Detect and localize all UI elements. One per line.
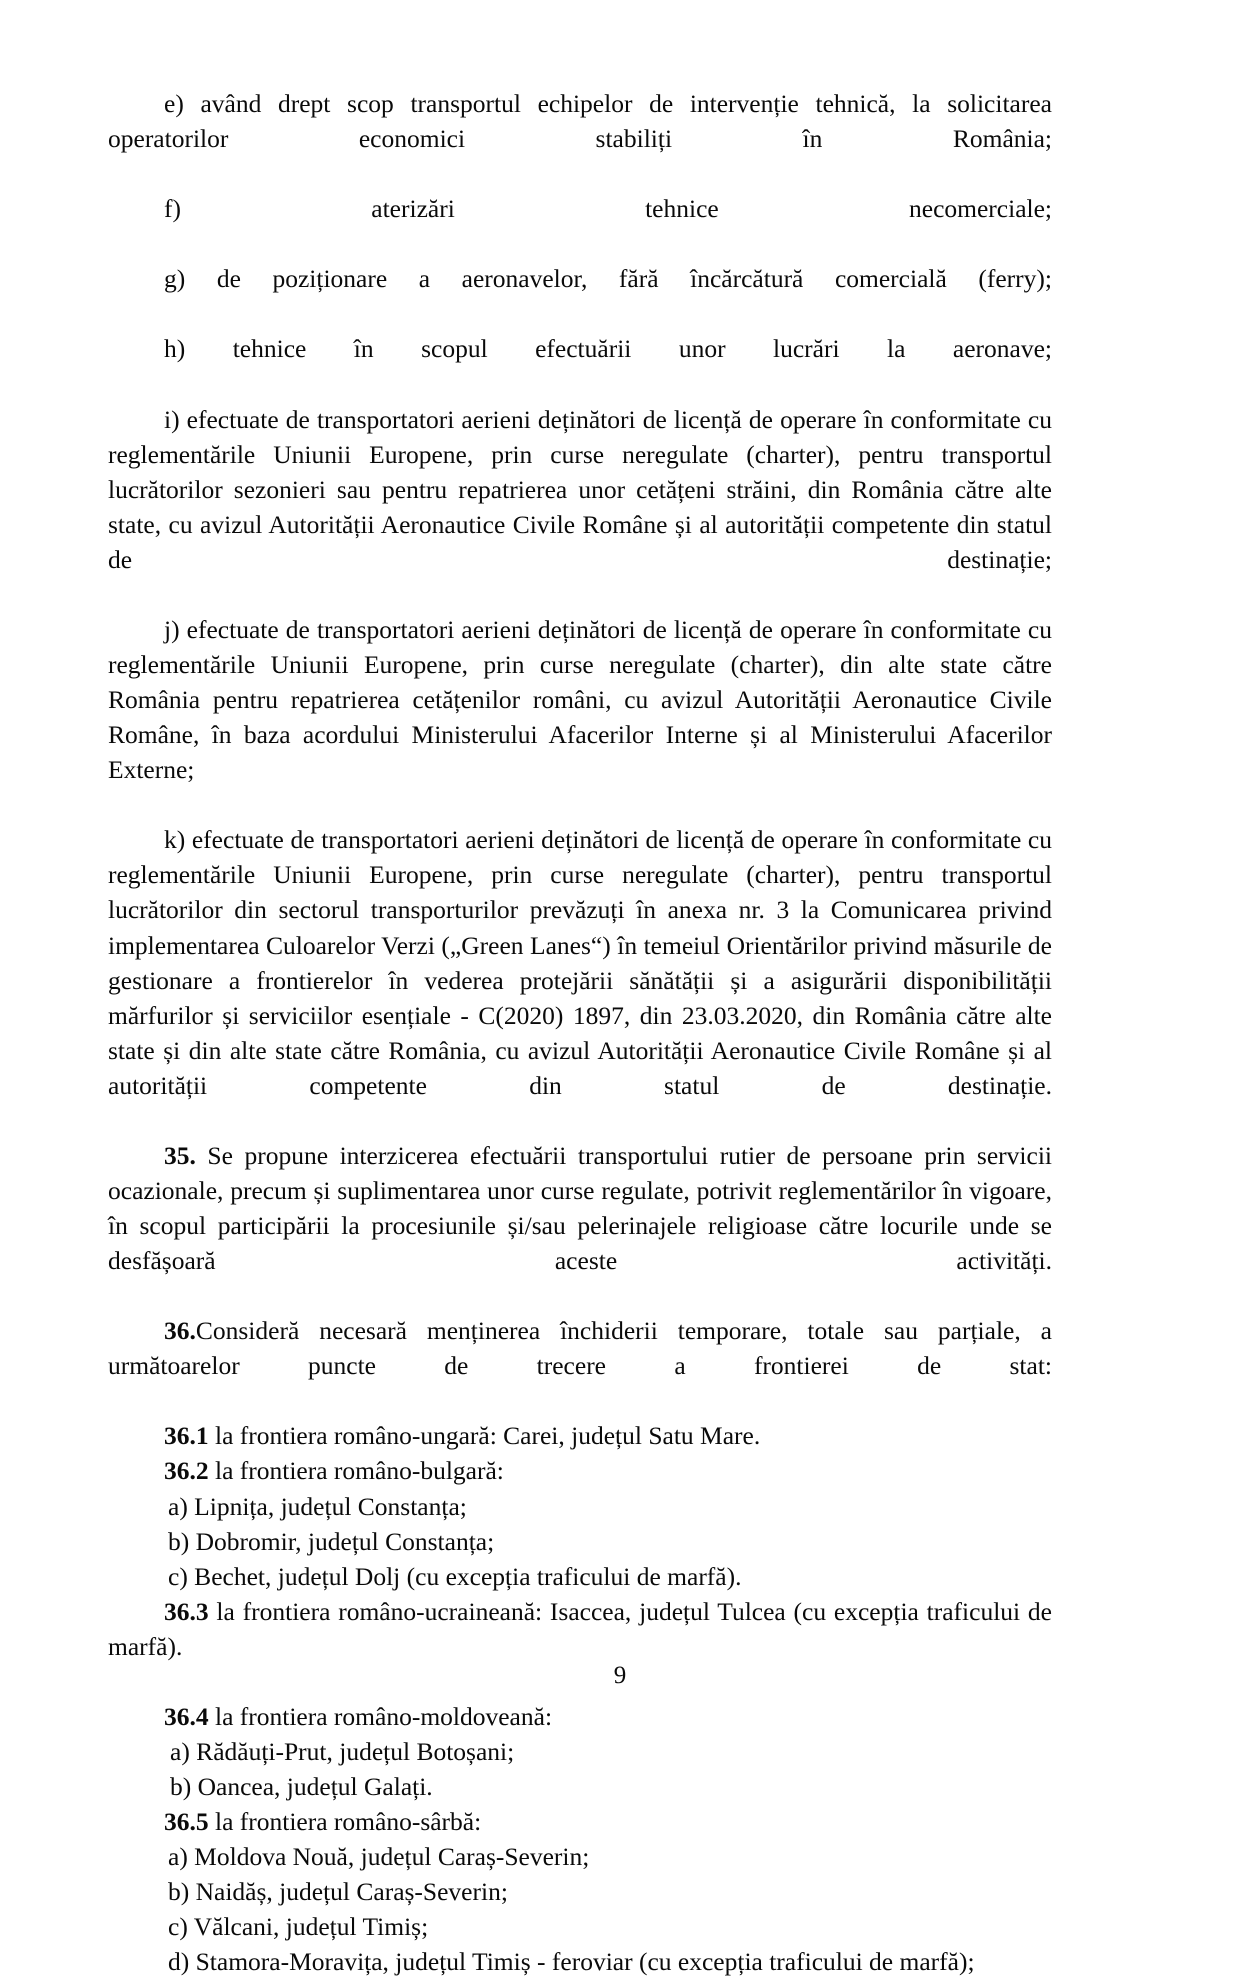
list-item: a) Rădăuți-Prut, județul Botoșani; <box>170 1736 515 1766</box>
point-35 <box>108 1138 1052 1313</box>
subsection-36-3-heading: la frontiera româno-ucraineană: Isaccea, județul Tulcea (cu excepția traficului de marfă). <box>108 1596 1052 1661</box>
list-item: c) Vălcani, județul Timiș; <box>168 1912 429 1942</box>
list-item: a) Lipnița, județul Constanța; <box>168 1491 467 1521</box>
list-item-k: k) efectuate de transportatori aerieni deținători de licență de operare în conformitate cu reglementările Uniunii Europene, prin curse neregulate (charter), pentru transportul lucrătorilor din sectorul transporturilor prevăzuți în anexa nr. 3 la Comunicarea privind implementarea Culoarelor Verzi („Green Lanes“) în temeiul Orientărilor privind măsurile de gestionare a frontierelor în vederea protejării sănătății și a asigurării disponibilității mărfurilor și serviciilor esențiale - C(2020) 1897, din 23.03.2020, din România către alte state și din alte state către România, cu avizul Autorității Aeronautice Civile Române și al autorității competente din statul de destinație. <box>108 825 1052 1100</box>
list-item: c) Bechet, județul Dolj (cu excepția traficului de marfă). <box>168 1561 742 1591</box>
subsection-36-5-number: 36.5 <box>164 1807 209 1837</box>
subsection-36-2-number: 36.2 <box>164 1456 209 1486</box>
subsection-36-1 <box>108 1418 1052 1453</box>
subsection-36-1-number: 36.1 <box>164 1421 209 1451</box>
list-item: b) Naidăș, județul Caraș-Severin; <box>168 1877 508 1907</box>
page-content-area <box>108 86 1052 1979</box>
subsection-36-4 <box>108 1699 1052 1734</box>
list-item-i: i) efectuate de transportatori aerieni deținători de licență de operare în conformitate cu reglementările Uniunii Europene, prin curse neregulate (charter), pentru transportul lucrătorilor sezonieri sau pentru repatrierea unor cetățeni străini, din România către alte state, cu avizul Autorității Aeronautice Civile Române și al autorității competente din statul de destinație; <box>108 404 1052 574</box>
list-item-g: g) de poziționare a aeronavelor, fără încărcătură comercială (ferry); <box>164 264 1052 294</box>
subsection-36-3-number: 36.3 <box>164 1596 209 1626</box>
subsection-36-5-heading: la frontiera româno-sârbă: <box>208 1807 482 1837</box>
list-item-e: e) având drept scop transportul echipelor de intervenție tehnică, la solicitarea operatorilor economici stabiliți în România; <box>108 89 1052 154</box>
subsection-36-4-number: 36.4 <box>164 1701 209 1731</box>
subsection-36-1-heading: la frontiera româno-ungară: Carei, județul Satu Mare. <box>208 1421 761 1451</box>
list-item: a) Moldova Nouă, județul Caraș-Severin; <box>168 1842 590 1872</box>
page-number: 9 <box>613 1662 627 1689</box>
point-35-text: Se propune interzicerea efectuării transportului rutier de persoane prin servicii ocazionale, precum și suplimentarea unor curse regulate, potrivit reglementărilor în vigoare, în scopul participării la procesiunile și/sau pelerinajele religioase către locurile unde se desfășoară aceste activități. <box>108 1140 1052 1276</box>
list-item: d) Stamora-Moravița, județul Timiș - feroviar (cu excepția traficului de marfă); <box>168 1947 975 1977</box>
point-36-number: 36. <box>164 1316 196 1346</box>
list-item-f: f) aterizări tehnice necomerciale; <box>164 194 1052 224</box>
point-36 <box>108 1313 1052 1418</box>
list-item: b) Oancea, județul Galați. <box>170 1772 433 1801</box>
list-item-h: h) tehnice în scopul efectuării unor lucrări la aeronave; <box>164 334 1052 364</box>
subsection-36-2 <box>108 1453 1052 1488</box>
list-item: b) Dobromir, județul Constanța; <box>168 1526 495 1556</box>
subsection-36-4-heading: la frontiera româno-moldoveană: <box>208 1701 553 1731</box>
subsection-36-5 <box>108 1804 1052 1839</box>
point-36-text: Consideră necesară menținerea închiderii temporare, totale sau parțiale, a următoarelor puncte de trecere a frontierei de stat: <box>108 1316 1052 1381</box>
subsection-36-2-heading: la frontiera româno-bulgară: <box>208 1456 504 1486</box>
list-item-j: j) efectuate de transportatori aerieni deținători de licență de operare în conformitate cu reglementările Uniunii Europene, prin curse neregulate (charter), din alte state către România pentru repatrierea cetățenilor români, cu avizul Autorității Aeronautice Civile Române, în baza acordului Ministerului Afacerilor Interne și al Ministerului Afacerilor Externe; <box>108 614 1052 785</box>
point-35-number: 35. <box>164 1140 196 1170</box>
